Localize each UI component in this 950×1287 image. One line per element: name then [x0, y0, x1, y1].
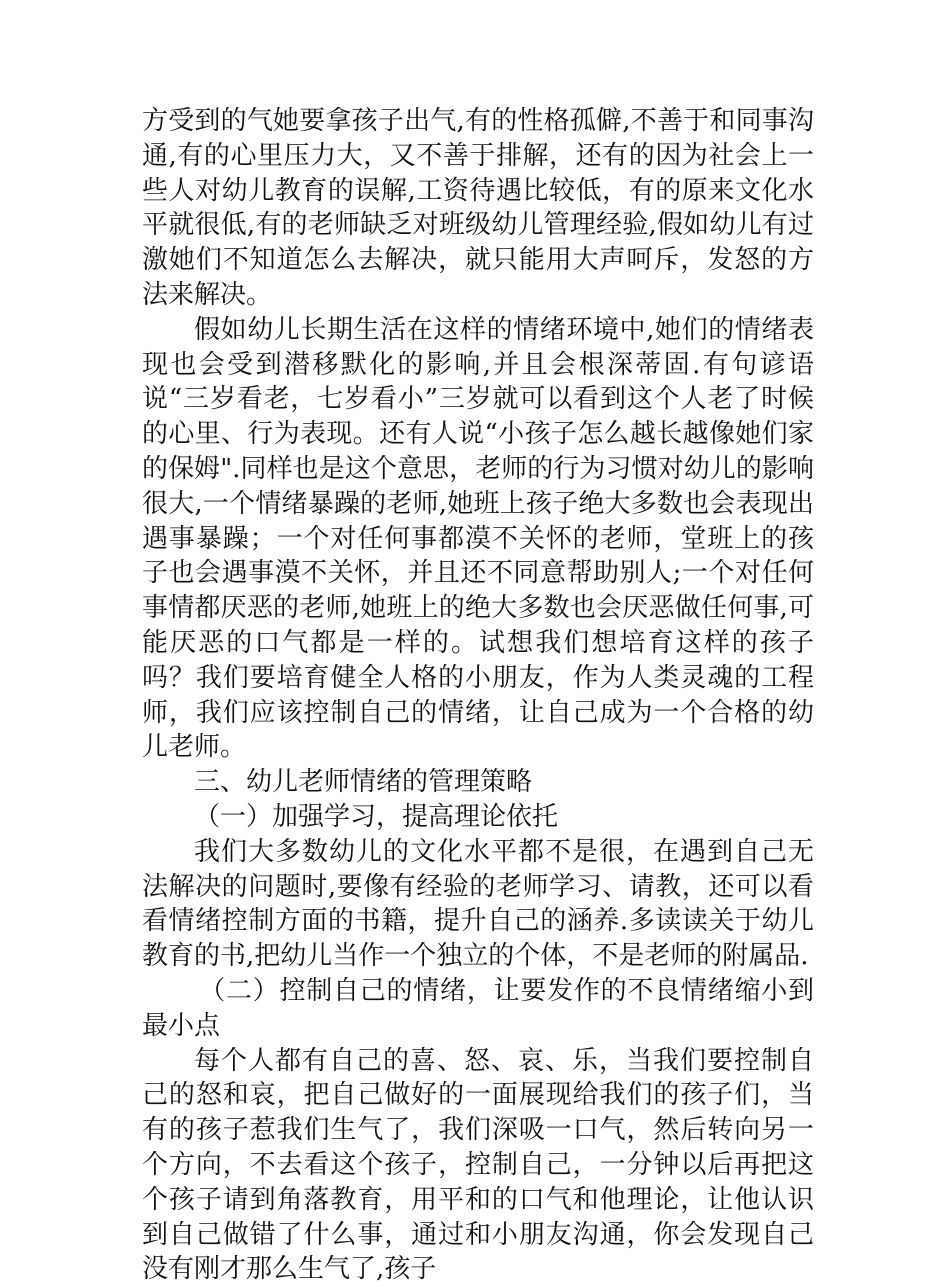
- document-body: [142, 104, 814, 1287]
- section-heading: 三、幼儿老师情绪的管理策略: [194, 767, 533, 798]
- subsection-heading-1: （一）加强学习，提高理论依托: [194, 801, 559, 832]
- paragraph-emotion-control: 每个人都有自己的喜、怒、哀、乐，当我们要控制自己的怒和哀，把自己做好的一面展现给我们的孩子们，当有的孩子惹我们生气了，我们深吸一口气，然后转向另一个方向，不去看这个孩子，控制自己，一分钟以后再把这个孩子请到角落教育，用平和的口气和他理论，让他认识到自己做错了什么事，通过和小朋友沟通，你会发现自己没有刚才那么生气了,孩子: [142, 1045, 814, 1285]
- paragraph-learning: 我们大多数幼儿的文化水平都不是很，在遇到自己无法解决的问题时,要像有经验的老师学习、请教，还可以看看情绪控制方面的书籍，提升自己的涵养.多读读关于幼儿教育的书,把幼儿当作一个独立的个体，不是老师的附属品.: [142, 836, 814, 972]
- paragraph-continuation: 方受到的气她要拿孩子出气,有的性格孤僻,不善于和同事沟通,有的心里压力大，又不善于排解，还有的因为社会上一些人对幼儿教育的误解,工资待遇比较低，有的原来文化水平就很低,有的老师缺乏对班级幼儿管理经验,假如幼儿有过激她们不知道怎么去解决，就只能用大声呵斥，发怒的方法来解决。: [142, 106, 814, 310]
- subsection-heading-2: （二）控制自己的情绪，让要发作的不良情绪缩小到最小点: [142, 975, 814, 1041]
- paragraph-influence: 假如幼儿长期生活在这样的情绪环境中,她们的情绪表现也会受到潜移默化的影响,并且会根深蒂固.有句谚语说“三岁看老，七岁看小”三岁就可以看到这个人老了时候的心里、行为表现。还有人说“小孩子怎么越长越像她们家的保姆".同样也是这个意思，老师的行为习惯对幼儿的影响很大,一个情绪暴躁的老师,她班上孩子绝大多数也会表现出遇事暴躁；一个对任何事都漠不关怀的老师，堂班上的孩子也会遇事漠不关怀，并且还不同意帮助别人;一个对任何事情都厌恶的老师,她班上的绝大多数也会厌恶做任何事,可能厌恶的口气都是一样的。试想我们想培育这样的孩子吗？我们要培育健全人格的小朋友，作为人类灵魂的工程师，我们应该控制自己的情绪，让自己成为一个合格的幼儿老师。: [142, 314, 814, 763]
